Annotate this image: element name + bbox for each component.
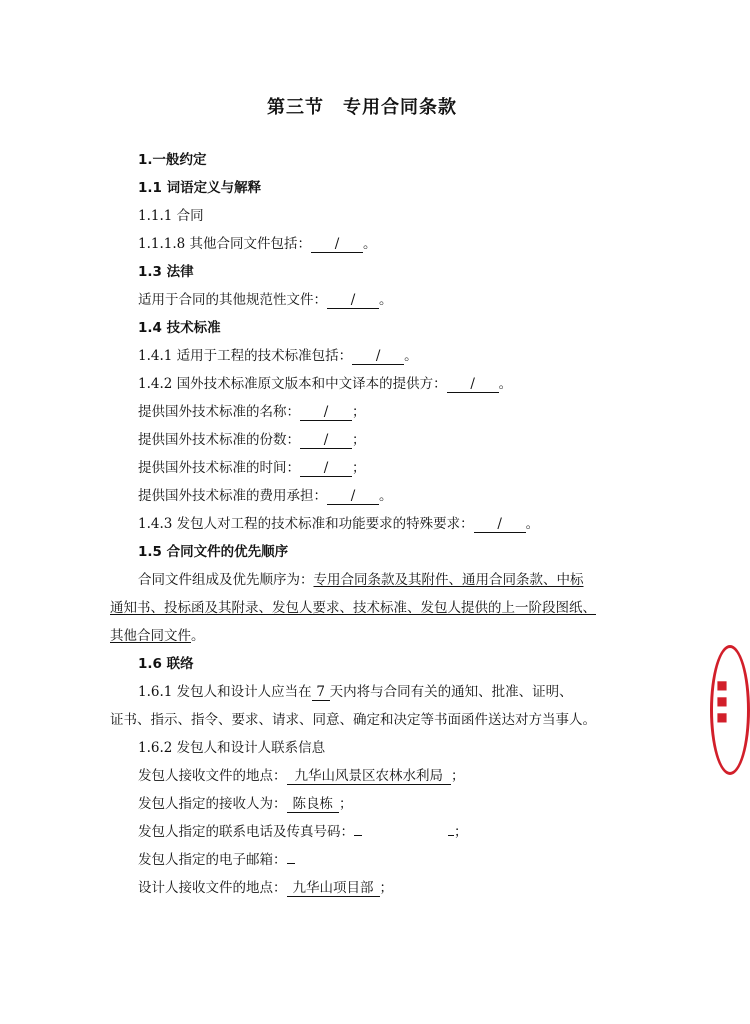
- clause-text: 提供国外技术标准的时间：: [138, 460, 300, 476]
- priority-list: 专用合同条款及其附件、通用合同条款、中标: [313, 572, 584, 588]
- address-value: 九华山风景区农林水利局: [287, 768, 452, 785]
- blank-field: /: [474, 516, 526, 533]
- clause-text: 设计人接收文件的地点：: [138, 880, 287, 896]
- punct: 。: [498, 376, 513, 392]
- punct: ；: [454, 824, 468, 840]
- clause-special-requirements: [138, 514, 539, 534]
- blank-field: /: [300, 460, 352, 477]
- clause-text: 提供国外技术标准的份数：: [138, 432, 300, 448]
- punct: ；: [352, 432, 366, 448]
- heading-law: 1.3 法律: [138, 264, 194, 280]
- employer-address: [138, 766, 465, 786]
- punct: ；: [451, 768, 465, 784]
- clause-text: 适用于合同的其他规范性文件：: [138, 292, 327, 308]
- clause-foreign-provider: [138, 374, 512, 394]
- phone-value: [354, 835, 362, 836]
- clause-text: 1.1.1.8 其他合同文件包括：: [138, 236, 312, 252]
- punct: 。: [379, 488, 393, 504]
- clause-text: 合同文件组成及优先顺序为：: [138, 572, 314, 588]
- punct: 。: [525, 516, 540, 532]
- clause-text: 提供国外技术标准的费用承担：: [138, 488, 327, 504]
- clause-text: 提供国外技术标准的名称：: [138, 404, 300, 420]
- blank-field: /: [327, 488, 379, 505]
- employer-email: [138, 850, 295, 870]
- blank-field: /: [300, 432, 352, 449]
- punct: ；: [352, 460, 366, 476]
- seal-mark: ■■■: [715, 678, 729, 726]
- heading-definitions: 1.1 词语定义与解释: [138, 180, 262, 196]
- section-title: 第三节 专用合同条款: [267, 97, 457, 118]
- email-value: [287, 863, 295, 864]
- blank-field: /: [327, 292, 379, 309]
- blank-field: /: [300, 404, 352, 421]
- clause-text: 发包人指定的联系电话及传真号码：: [138, 824, 354, 840]
- clause-notice-days: [138, 682, 573, 702]
- red-seal-stamp: [710, 645, 750, 775]
- clause-contact-info: 1.6.2 发包人和设计人联系信息: [138, 740, 326, 756]
- clause-text: 1.4.1 适用于工程的技术标准包括：: [138, 348, 353, 364]
- priority-list: 其他合同文件: [110, 628, 191, 644]
- punct: ；: [352, 404, 366, 420]
- blank-field: /: [352, 348, 404, 365]
- heading-tech-standards: 1.4 技术标准: [138, 320, 221, 336]
- blank-field: /: [447, 376, 499, 393]
- clause-foreign-name: [138, 402, 366, 422]
- designer-address-value: 九华山项目部: [287, 880, 380, 897]
- punct: 。: [363, 236, 377, 252]
- clause-foreign-cost: [138, 486, 393, 506]
- clause-text: 1.4.2 国外技术标准原文版本和中文译本的提供方：: [138, 376, 447, 392]
- punct: 。: [404, 348, 418, 364]
- clause-text: 1.6.1 发包人和设计人应当在: [138, 684, 312, 700]
- punct: ；: [339, 796, 353, 812]
- heading-priority: 1.5 合同文件的优先顺序: [138, 544, 289, 560]
- priority-list: 通知书、投标函及其附录、发包人要求、技术标准、发包人提供的上一阶段图纸、: [110, 600, 596, 616]
- heading-contact: 1.6 联络: [138, 656, 194, 672]
- clause-tech-standards: [138, 346, 418, 366]
- designer-address: [138, 878, 393, 898]
- punct: 。: [191, 628, 205, 644]
- clause-text: 发包人接收文件的地点：: [138, 768, 287, 784]
- clause-foreign-time: [138, 458, 366, 478]
- clause-text: 发包人指定的电子邮箱：: [138, 852, 287, 868]
- heading-general: 1.一般约定: [138, 152, 207, 168]
- clause-foreign-copies: [138, 430, 366, 450]
- punct: 。: [379, 292, 393, 308]
- clause-text: 1.4.3 发包人对工程的技术标准和功能要求的特殊要求：: [138, 516, 474, 532]
- employer-phone: [138, 822, 468, 842]
- clause-text: 发包人指定的接收人为：: [138, 796, 287, 812]
- receiver-value: 陈良栋: [287, 796, 340, 813]
- clause-priority-3: [110, 626, 205, 646]
- punct: ；: [379, 880, 393, 896]
- blank-field: /: [311, 236, 363, 253]
- clause-priority-1: [138, 570, 584, 590]
- clause-contract: 1.1.1 合同: [138, 208, 204, 224]
- clause-law-docs: [138, 290, 393, 310]
- days-value: 7: [312, 684, 330, 701]
- clause-notice-docs: 证书、指示、指令、要求、请求、同意、确定和决定等书面函件送达对方当事人。: [110, 712, 596, 728]
- employer-receiver: [138, 794, 353, 814]
- clause-priority-2: [110, 598, 596, 618]
- clause-text: 天内将与合同有关的通知、批准、证明、: [329, 684, 573, 700]
- clause-other-docs: [138, 234, 377, 254]
